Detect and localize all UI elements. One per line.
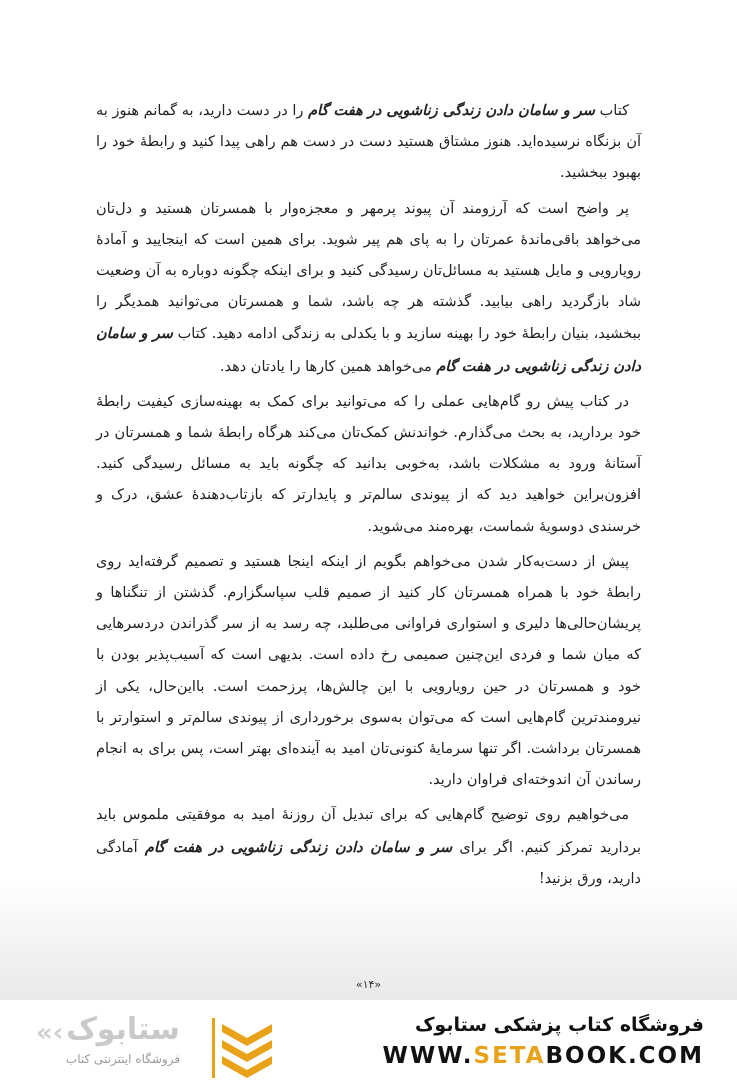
store-url-prefix: WWW. <box>382 1043 474 1069</box>
paragraph-5 <box>96 800 641 895</box>
book-title-emphasis: سر و سامان دادن زندگی زناشویی در هفت گام <box>308 102 595 119</box>
store-url-link[interactable] <box>383 1043 704 1069</box>
paragraph-4 <box>96 547 641 797</box>
paragraph-3 <box>96 387 641 543</box>
store-logo-tagline: فروشگاه اینترنتی کتاب <box>65 1052 181 1066</box>
paragraph-2-pre: پر واضح است که آرزومند آن پیوند پرمهر و معجزه‌وار با همسرتان هستید و دل‌تان می‌خواهد باقی‌ماندهٔ عمرتان را به پای هم پیر شوید. برای همین است که اینجایید و آمادهٔ رویارویی و مایل هستید به مسائل‌تان رسیدگی کنید و برای اینکه چگونه دوباره به آن وضعیت شاد بازگردید راهی بیابید. گذشته هر چه باشد، شما و همسرتان می‌توانید همدیگر را ببخشید، بنیان رابطهٔ خود را بهینه سازید و با یکدلی به زندگی ادامه دهید. کتاب <box>96 200 641 343</box>
book-title-emphasis: سر و سامان دادن زندگی زناشویی در هفت گام <box>144 838 453 856</box>
paragraph-5-pre: می‌خواهیم روی توضیح گام‌هایی که برای تبدیل آن روزنهٔ امید به موفقیتی ملموس باید بردارید تمرکز کنیم. اگر برای <box>96 807 641 856</box>
paragraph-2-post: می‌خواهد همین کارها را یادتان دهد. <box>219 358 437 375</box>
store-name: فروشگاه کتاب پزشکی ستابوک <box>414 1014 704 1036</box>
body-text <box>96 95 641 895</box>
store-footer-banner <box>0 1000 737 1080</box>
store-url-suffix: BOOK.COM <box>545 1043 704 1069</box>
book-title-emphasis: سر و سامان دادن زندگی زناشویی در هفت گام <box>96 325 641 375</box>
paragraph-4-text: پیش از دست‌به‌کار شدن می‌خواهم بگویم از اینکه اینجا هستید و تصمیم گرفته‌اید روی رابطهٔ خود با همراه همسرتان کار کنید از صمیم قلب سپاسگزارم. گذشتن از تنگناها و پریشان‌حالی‌ها دلیری و استواری فراوانی می‌طلبد، چه رسد به از سر گذراندن دردسرهایی که میان شما و فردی این‌چنین صمیمی رخ داده است. بدیهی است که آسیب‌پذیر بودن با خود و همسرتان در حین رویارویی با این چالش‌ها، پرزحمت است. بااین‌حال، یکی از نیرومندترین گام‌هایی است که می‌توان به‌سوی برخورداری از پیوندی سالم‌تر و استوارتر با همسرتان برداشت. اگر تنها سرمایهٔ کنونی‌تان امید به آینده‌ای بهتر است، پس برای به انجام رساندن آن اندوخته‌ای فراوان دارید. <box>96 553 641 789</box>
paragraph-5-post: آمادگی دارید، ورق بزنید! <box>96 839 641 887</box>
paragraph-3-text: در کتاب پیش رو گام‌هایی عملی را که می‌توانید برای کمک به بهینه‌سازی کیفیت رابطهٔ خود بردارید، به بحث می‌گذارم. خواندنش کمک‌تان می‌کند هرگاه رابطهٔ شما و همسرتان در آستانهٔ ورود به مشکلات باشد، به‌خوبی بدانید که چگونه باید به مسائل رسیدگی کنید. افزون‌براین خواهید دید که از پیوندی سالم‌تر و پایدارتر که بازتاب‌دهندهٔ عشق، درک و خرسندی دوسویهٔ شماست، بهره‌مند می‌شوید. <box>96 393 641 535</box>
store-logo-wordmark: ستابوک <box>66 1012 180 1047</box>
page-number: «۱۴» <box>355 978 382 991</box>
paragraph-1 <box>96 95 641 190</box>
paragraph-2 <box>96 194 641 383</box>
stacked-chevron-book-icon <box>212 1018 282 1078</box>
store-url-accent: SETA <box>473 1043 546 1069</box>
logo-arrows-icon: «‹ <box>36 1018 64 1048</box>
paragraph-1-pre: کتاب <box>594 103 629 119</box>
paragraph-1-post: را در دست دارید، به گمانم هنوز به آن بزنگاه نرسیده‌اید. هنوز مشتاق هستید دست در دست هم راهی پیدا کنید و رابطهٔ خود را بهبود ببخشید. <box>96 103 641 182</box>
